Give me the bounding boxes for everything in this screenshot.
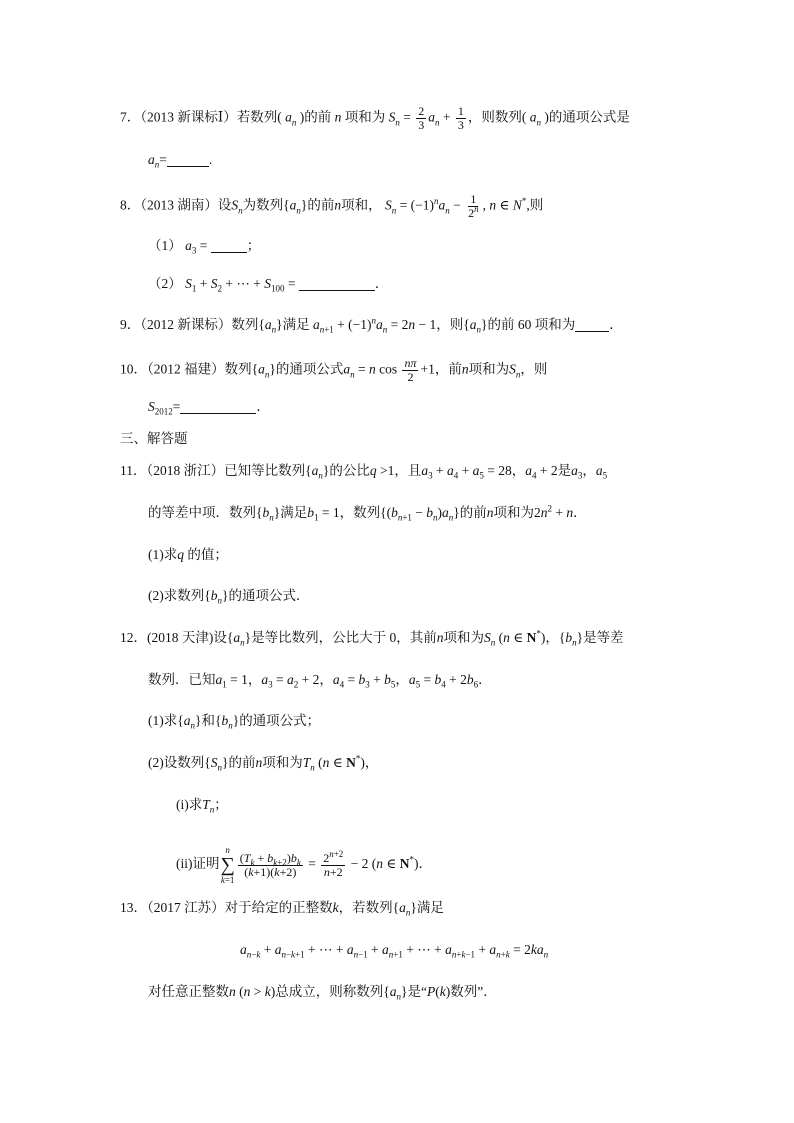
fraction: $\frac{1}{2^n}$ [468,192,479,220]
question-12-part-2: (2)设数列$\{S_n\}$的前n项和为$T_n$ (n ∈ N*)， [148,753,379,773]
question-12-part-1: (1)求$\{a_n\}$和$\{b_n\}$的通项公式； [148,713,321,731]
answer-blank[interactable] [180,399,256,414]
question-12-line-2: 数列．已知$a_1 = 1$，$a_3 = a_2 + 2$，$a_4 = b_3 + b_5$，$a_5 = b_4 + 2b_6$． [148,672,492,690]
question-13-line-3: 对任意正整数n (n > k)总成立，则称数列$\{a_n\}$是“P(k)数列”． [148,984,497,1002]
answer-blank[interactable] [167,152,209,167]
question-12-part-2-i: (i)求$T_n$； [176,797,228,815]
question-8-part-1: （1） $a_3$ = ； [148,238,261,256]
question-9: 9．（2012 新课标）数列$\{a_n\}$满足 $a_{n+1} + (-1)^na_n = 2n - 1$，则$\{a_n\}$的前 60 项和为 ． [120,315,623,335]
question-8-part-2: （2） $S_1 + S_2$ + ⋯ + $S_{100}$ = ． [148,276,389,294]
question-10-answer: $S_{2012}=$ ． [148,399,270,417]
question-12: 12．(2018 天津)设$\{a_n\}$是等比数列，公比大于 0，其前n项和为$S_n$ (n ∈ N*)，$\{b_n\}$是等差 [120,628,624,648]
fraction: $\frac{2}{3}$ [418,104,425,132]
answer-blank[interactable] [575,317,609,332]
question-10: 10．（2012 福建）数列$\{a_n\}$的通项公式$a_n = n$ cos $\frac{n\pi}{2}$ +1，前n项和为$S_n$，则 [120,356,548,384]
fraction: $\frac{2^{n+2}}{n+2}$ [323,848,344,879]
question-11-part-2: (2)求数列$\{b_n\}$的通项公式． [148,588,310,606]
question-11-part-1: (1)求q 的值； [148,547,228,562]
fraction: $\frac{1}{3}$ [457,104,464,132]
question-11: 11．（2018 浙江）已知等比数列$\{a_n\}$的公比q >1，且$a_3 + a_4 + a_5 = 28$，$a_4 + 2$是$a_3$，$a_5$ [120,463,608,481]
question-13-equation: $a_{n-k} + a_{n-k+1}$ + ⋯ + $a_{n-1} + a_{n+1}$ + ⋯ + $a_{n+k-1} + a_{n+k} = 2ka_n$ [240,942,549,960]
question-12-part-2-ii: (ii)证明 n ∑ k=1 $\frac{(T_k + b_{k+2})b_k}{(k+1)(k+2)}$ = $\frac{2^{n+2}}{n+2}$ − 2 (n ∈ N*)． [176,845,432,885]
fraction: $\frac{(T_k + b_{k+2})b_k}{(k+1)(k+2)}$ [239,850,301,879]
question-8: 8．（2013 湖南）设$S_n$为数列$\{a_n\}$的前n项和， $S_n = (-1)^na_n$ − $\frac{1}{2^n}$ , n ∈ N*,则 [120,192,544,220]
summation-sign: n ∑ k=1 [220,845,235,885]
question-11-line-2: 的等差中项．数列$\{b_n\}$满足$b_1 = 1$，数列$\{(b_{n+1} - b_n)a_n\}$的前n项和为$2n^2 + n$． [148,503,587,523]
answer-blank[interactable] [211,238,247,253]
question-13: 13．（2017 江苏）对于给定的正整数k，若数列$\{a_n\}$满足 [120,900,444,918]
section-heading: 三、解答题 [120,431,188,446]
fraction: $\frac{n\pi}{2}$ [404,356,417,384]
answer-blank[interactable] [299,276,375,291]
question-7-answer: $a_n=$ . [148,152,213,170]
question-7: 7．（2013 新课标Ⅰ）若数列( $a_n$ )的前 n 项和为 $S_n$ = $\frac{2}{3}$ $a_n$ + $\frac{1}{3}$ ，则数列( $a_n$ )的通项公式是 [120,104,630,132]
